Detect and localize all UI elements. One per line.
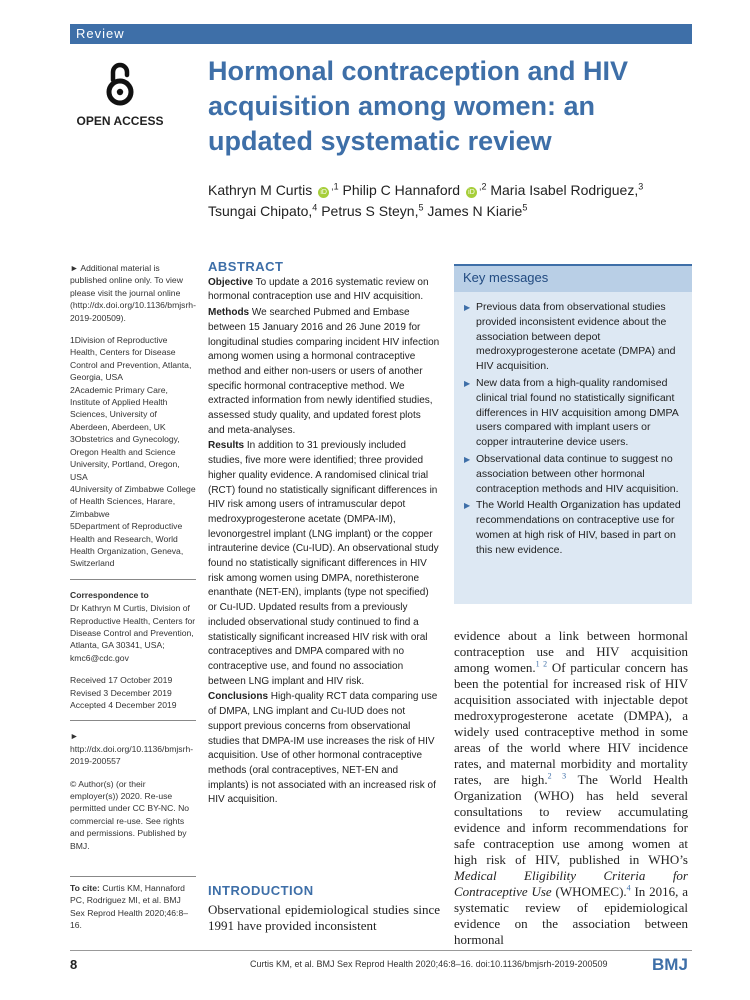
author-affiliation-ref: 4	[312, 202, 318, 213]
key-message-item: ▶ Observational data continue to suggest no association between other hormonal contraception methods and HIV acquisition.	[464, 452, 684, 496]
open-access-badge	[70, 60, 170, 128]
section-banner	[70, 24, 692, 44]
orcid-icon[interactable]: iD	[318, 187, 329, 198]
body-text: The World Health Organization (WHO) has held several consultations to review accumulating evidence and inform recommendations for safe contraception use among women at high risk of HIV, published in WHO’s	[454, 772, 688, 867]
body-text: In 2016, a systematic review of epidemiological evidence on the association between hormonal	[454, 884, 688, 947]
introduction-paragraph: Observational epidemiological studies since 1991 have provided inconsistent	[208, 902, 440, 933]
correspondence-text[interactable]: Dr Kathryn M Curtis, Division of Reproductive Health, Centers for Disease Control and Prevention, Atlanta, GA 30341, USA; kmc6@cdc.gov	[70, 603, 196, 663]
author-name: Maria Isabel Rodriguez,	[490, 182, 639, 198]
affiliation: 3Obstetrics and Gynecology, Oregon Health and Science University, Portland, Oregon, USA	[70, 434, 180, 482]
key-message-item: ▶ The World Health Organization has updated recommendations on contraceptive use for women at high risk of HIV, based in part on this new evidence.	[464, 498, 684, 557]
orcid-icon[interactable]: iD	[466, 187, 477, 198]
key-messages-heading: Key messages	[454, 266, 692, 292]
author-name: James N Kiarie	[427, 203, 523, 219]
page-number: 8	[70, 957, 78, 972]
footer-divider	[70, 950, 692, 951]
cite-text: Curtis KM, Hannaford PC, Rodriguez MI, et al. BMJ Sex Reprod Health 2020;46:8–16.	[70, 883, 189, 931]
body-paragraph	[454, 628, 688, 948]
key-message-item: ▶ Previous data from observational studies provided inconsistent evidence about the association between depot medroxyprogesterone acetate (DMPA) and HIV acquisition.	[464, 300, 684, 374]
author-affiliation-ref: ,1	[331, 181, 339, 192]
divider	[70, 720, 196, 721]
affiliation: 4University of Zimbabwe College of Health Sciences, Harare, Zimbabwe	[70, 483, 196, 519]
date-accepted: Accepted 4 December 2019	[70, 700, 177, 710]
footer-citation: Curtis KM, et al. BMJ Sex Reprod Health 2020;46:8–16. doi:10.1136/bmjsrh-2019-200509	[250, 959, 608, 969]
affiliation: 2Academic Primary Care, Institute of Applied Health Sciences, University of Aberdeen, Aberdeen, UK	[70, 384, 168, 432]
key-messages-list	[454, 292, 692, 558]
body-text-italic: Medical Eligibility Criteria for Contraceptive Use	[454, 868, 688, 899]
linked-doi[interactable]: ► http://dx.doi.org/10.1136/bmjsrh-2019-200557	[70, 731, 194, 767]
abstract-objective	[208, 276, 440, 305]
abstract-methods	[208, 306, 440, 438]
author-name: Kathryn M Curtis	[208, 182, 313, 198]
affiliation: 5Department of Reproductive Health and Research, World Health Organization, Geneva, Switzerland	[70, 521, 184, 569]
affiliation-list	[70, 334, 196, 570]
abstract-heading: ABSTRACT	[208, 259, 284, 274]
section-label: Review	[76, 26, 125, 41]
results-text: In addition to 31 previously included studies, five more were identified; three provided higher quality evidence. A randomised clinical trial (RCT) found no statistically significant differences in HIV risk among users of intramuscular depot medroxyprogesterone acetate (DMPA-IM), levonorgestrel implant (LNG implant) or the copper intrauterine device (Cu-IUD). An observational study found no statistically significant differences in HIV risk among women using DMPA, norethisterone enanthate (NET-EN), implants (type not specified) or Cu-IUD. Updated results from a previously included observational study continued to find a statistically significant increased HIV risk with oral contraceptives and DMPA compared with no contraceptive use, and found no association between LNG implant and HIV risk.	[208, 440, 439, 687]
author-name: Philip C Hannaford	[342, 182, 461, 198]
sidebar-notes	[70, 262, 196, 862]
objective-text: To update a 2016 systematic review on hormonal contraception use and HIV acquisition.	[208, 276, 429, 303]
author-name: Petrus S Steyn,	[321, 203, 419, 219]
author-affiliation-ref: 3	[638, 181, 644, 192]
key-messages-box	[454, 264, 692, 604]
author-list	[208, 180, 694, 222]
abstract	[208, 260, 440, 808]
abstract-conclusions	[208, 690, 440, 808]
objective-label: Objective	[208, 276, 254, 288]
bmj-logo: BMJ	[652, 955, 688, 974]
correspondence-heading: Correspondence to	[70, 589, 149, 600]
cite-label: To cite:	[70, 883, 100, 893]
author-affiliation-ref: 5	[418, 202, 424, 213]
submission-dates	[70, 674, 196, 711]
body-text: Of particular concern has been the potential for increased risk of HIV acquisition associated with injectable depot medroxyprogesterone acetate (DMPA), a widely used contraceptive method in some areas of the world where HIV incidence rates, and maternal morbidity and mortality rates, are high.	[454, 660, 689, 787]
body-text: evidence about a link between hormonal contraception use and HIV acquisition among women.	[454, 628, 688, 675]
article-title: Hormonal contraception and HIV acquisition among women: an updated systematic review	[208, 56, 629, 156]
conclusions-text: High-quality RCT data comparing use of DMPA, LNG implant and Cu-IUD does not support previous concerns from observational studies that DMPA-IM use increases the risk of HIV acquisition. Use of other hormonal contraceptive methods (oral contraceptives, NET-EN and implants) is not associated with an increased risk of HIV acquisition.	[208, 691, 438, 806]
affiliation: 1Division of Reproductive Health, Centers for Disease Control and Prevention, Atlanta, Georgia, USA	[70, 335, 192, 383]
author-name: Tsungai Chipato,	[208, 203, 313, 219]
conclusions-label: Conclusions	[208, 691, 269, 703]
supplementary-note[interactable]: ► Additional material is published online only. To view please visit the journal online (http://dx.doi.org/10.1136/bmjsrh-2019-200509).	[70, 263, 196, 323]
open-access-label: OPEN ACCESS	[76, 114, 164, 128]
body-text: (WHOMEC).	[551, 884, 627, 899]
license-note: © Author(s) (or their employer(s)) 2020. Re-use permitted under CC BY-NC. No commercial re-use. See rights and permissions. Published by BMJ.	[70, 778, 190, 851]
date-received: Received 17 October 2019	[70, 675, 173, 686]
reference-link[interactable]: 1 2	[535, 659, 548, 669]
date-revised: Revised 3 December 2019	[70, 687, 172, 698]
reference-link[interactable]: 2 3	[547, 771, 567, 781]
methods-label: Methods	[208, 307, 250, 319]
author-affiliation-ref: 5	[522, 202, 528, 213]
open-access-icon	[105, 60, 135, 108]
reference-link[interactable]: 4	[626, 883, 631, 893]
author-affiliation-ref: ,2	[478, 181, 487, 192]
results-label: Results	[208, 440, 245, 452]
methods-text: We searched Pubmed and Embase between 15 January 2016 and 26 June 2019 for longitudinal studies comparing incident HIV infection among women using a hormonal contraceptive method and either non-users or users of another specific hormonal contraceptive method. We extracted information from newly identified studies, assessed study quality, and updated forest plots and meta-analyses.	[208, 307, 440, 436]
divider	[70, 579, 196, 580]
citation-box	[70, 876, 196, 932]
introduction-heading: INTRODUCTION	[208, 883, 314, 898]
key-message-item: ▶ New data from a high-quality randomised clinical trial found no statistically significant differences in HIV acquisition among DMPA users compared with implant users or copper intrauterine device users.	[464, 376, 684, 450]
abstract-results	[208, 439, 440, 689]
